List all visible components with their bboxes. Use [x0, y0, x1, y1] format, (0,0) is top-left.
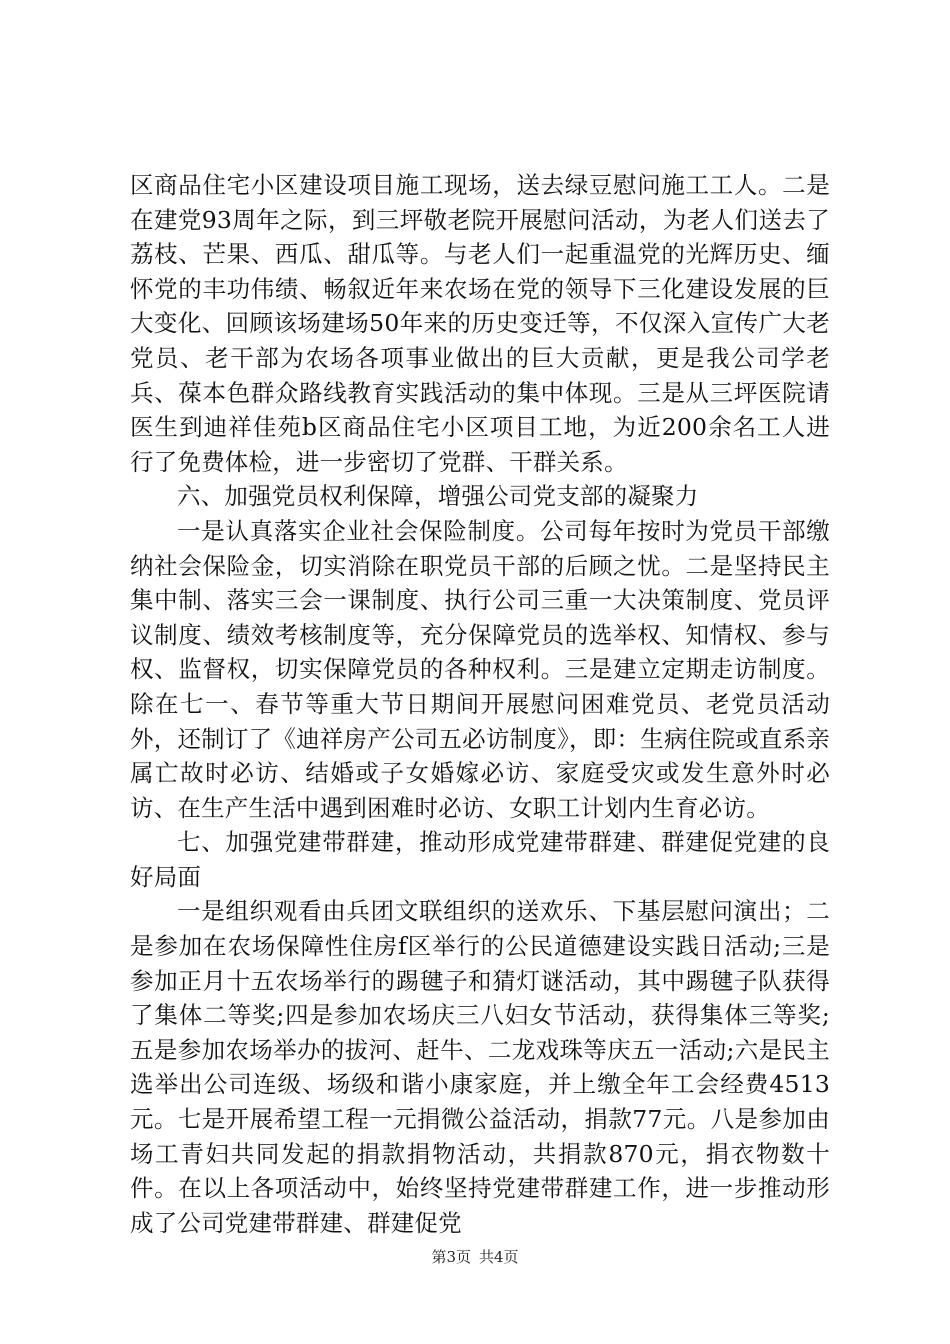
page-number: 第3页 [431, 1248, 471, 1266]
section-heading-seven: 七、加强党建带群建，推动形成党建带群建、群建促党建的良好局面 [130, 828, 830, 891]
paragraph-section-six: 一是认真落实企业社会保险制度。公司每年按时为党员干部缴纳社会保险金，切实消除在职党员干部的后顾之忧。二是坚持民主集中制、落实三会一课制度、执行公司三重一大决策制度、党员评议制度、绩效考核制度等，充分保障党员的选举权、知情权、参与权、监督权，切实保障党员的各种权利。三是建立定期走访制度。除在七一、春节等重大节日期间开展慰问困难党员、老党员活动外，还制订了《迪祥房产公司五必访制度》，即：生病住院或直系亲属亡故时必访、结婚或子女婚嫁必访、家庭受灾或发生意外时必访、在生产生活中遇到困难时必访、女职工计划内生育必访。 [130, 516, 830, 822]
paragraph-continuation: 区商品住宅小区建设项目施工现场，送去绿豆慰问施工工人。二是在建党93周年之际，到三坪敬老院开展慰问活动，为老人们送去了荔枝、芒果、西瓜、甜瓜等。与老人们一起重温党的光辉历史、缅怀党的丰功伟绩、畅叙近年来农场在党的领导下三化建设发展的巨大变化、回顾该场建场50年来的历史变迁等，不仅深入宣传广大老党员、老干部为农场各项事业做出的巨大贡献，更是我公司学老兵、葆本色群众路线教育实践活动的集中体现。三是从三坪医院请医生到迪祥佳苑b区商品住宅小区项目工地，为近200余名工人进行了免费体检，进一步密切了党群、干群关系。 [130, 171, 830, 476]
page-total: 共4页 [479, 1248, 519, 1266]
document-body [130, 168, 830, 1240]
paragraph-section-seven: 一是组织观看由兵团文联组织的送欢乐、下基层慰问演出；二是参加在农场保障性住房f区举行的公民道德建设实践日活动;三是参加正月十五农场举行的踢毽子和猜灯谜活动，其中踢毽子队获得了集体二等奖;四是参加农场庆三八妇女节活动，获得集体三等奖;五是参加农场举办的拔河、赶牛、二龙戏珠等庆五一活动;六是民主选举出公司连级、场级和谐小康家庭，并上缴全年工会经费4513元。七是开展希望工程一元捐微公益活动，捐款77元。八是参加由场工青妇共同发起的捐款捐物活动，共捐款870元，捐衣物数十件。在以上各项活动中，始终坚持党建带群建工作，进一步推动形成了公司党建带群建、群建促党 [130, 897, 830, 1237]
page-footer [0, 1247, 950, 1267]
section-heading-six: 六、加强党员权利保障，增强公司党支部的凝聚力 [177, 482, 699, 511]
